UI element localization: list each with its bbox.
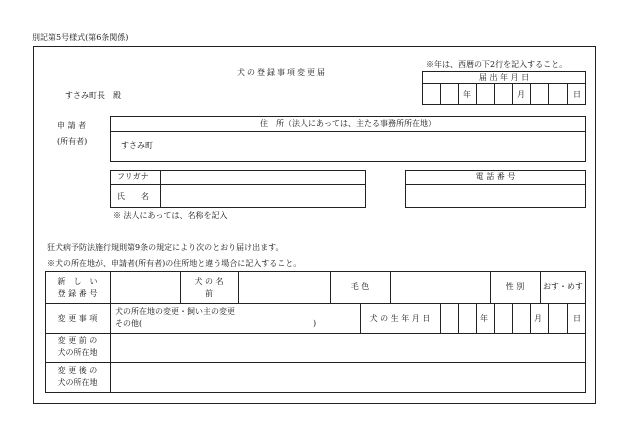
notice-1: 狂犬病予防法施行規則第9条の規定により次のとおり届け出ます。	[47, 243, 284, 252]
furigana-label: フリガナ	[117, 172, 149, 181]
applicant-label: 申 請 者	[57, 121, 87, 130]
addressee: すさみ町長 殿	[65, 91, 121, 100]
coat-field[interactable]	[391, 272, 489, 302]
birth-day-unit: 日	[573, 314, 581, 323]
change-item-label: 変 更 事 項	[57, 314, 98, 323]
before-location-label-2: 犬の所在地	[57, 348, 98, 357]
dog-name-label-2: 前	[205, 289, 213, 298]
coat-label: 毛 色	[350, 282, 370, 291]
reg-no-label-2: 登 録 番 号	[57, 289, 98, 298]
sex-options[interactable]: おす・めす	[543, 282, 583, 291]
sex-label: 性 別	[505, 282, 525, 291]
after-location-field[interactable]	[111, 363, 585, 392]
phone-header: 電 話 番 号	[475, 172, 516, 181]
filing-year-unit: 年	[463, 90, 471, 99]
applicant-sublabel: (所有者)	[57, 137, 88, 146]
birth-month-unit: 月	[534, 314, 542, 323]
year-note: ※年は、西暦の下2行を記入すること。	[426, 60, 568, 69]
reg-no-label-1: 新 し い	[57, 277, 98, 286]
before-location-label-1: 変 更 前 の	[57, 336, 98, 345]
birth-year-unit: 年	[480, 314, 488, 323]
phone-field[interactable]	[406, 185, 585, 207]
birth-date-label: 犬 の 生 年 月 日	[369, 314, 431, 323]
filing-date-header: 届 出 年 月 日	[478, 73, 530, 82]
dog-name-field[interactable]	[239, 272, 329, 302]
name-field[interactable]	[161, 185, 364, 207]
address-header: 住 所（法人にあっては、主たる事務所所在地）	[260, 119, 436, 128]
name-label: 氏 名	[117, 192, 149, 201]
before-location-field[interactable]	[111, 334, 585, 361]
dog-name-label-1: 犬 の 名	[194, 277, 224, 286]
change-option-1[interactable]: 犬の所在地の変更・飼い主の変更	[115, 307, 235, 316]
notice-2: ※犬の所在地が、申請者(所有者)の住所地と違う場合に記入すること。	[47, 259, 302, 268]
change-option-other-close: )	[313, 319, 317, 328]
after-location-label-2: 犬の所在地	[57, 378, 98, 387]
filing-day-unit: 日	[573, 90, 581, 99]
corporate-note: ※ 法人にあっては、名称を記入	[113, 211, 228, 220]
after-location-label-1: 変 更 後 の	[57, 366, 98, 375]
address-value[interactable]: すさみ町	[121, 141, 153, 150]
form-title: 犬の登録事項変更届	[237, 68, 327, 77]
furigana-field[interactable]	[161, 171, 364, 183]
reg-no-field[interactable]	[111, 272, 179, 302]
form-label: 別記第5号様式(第6条関係)	[32, 33, 129, 42]
filing-month-unit: 月	[517, 90, 525, 99]
change-option-other[interactable]: その他(	[115, 319, 143, 328]
